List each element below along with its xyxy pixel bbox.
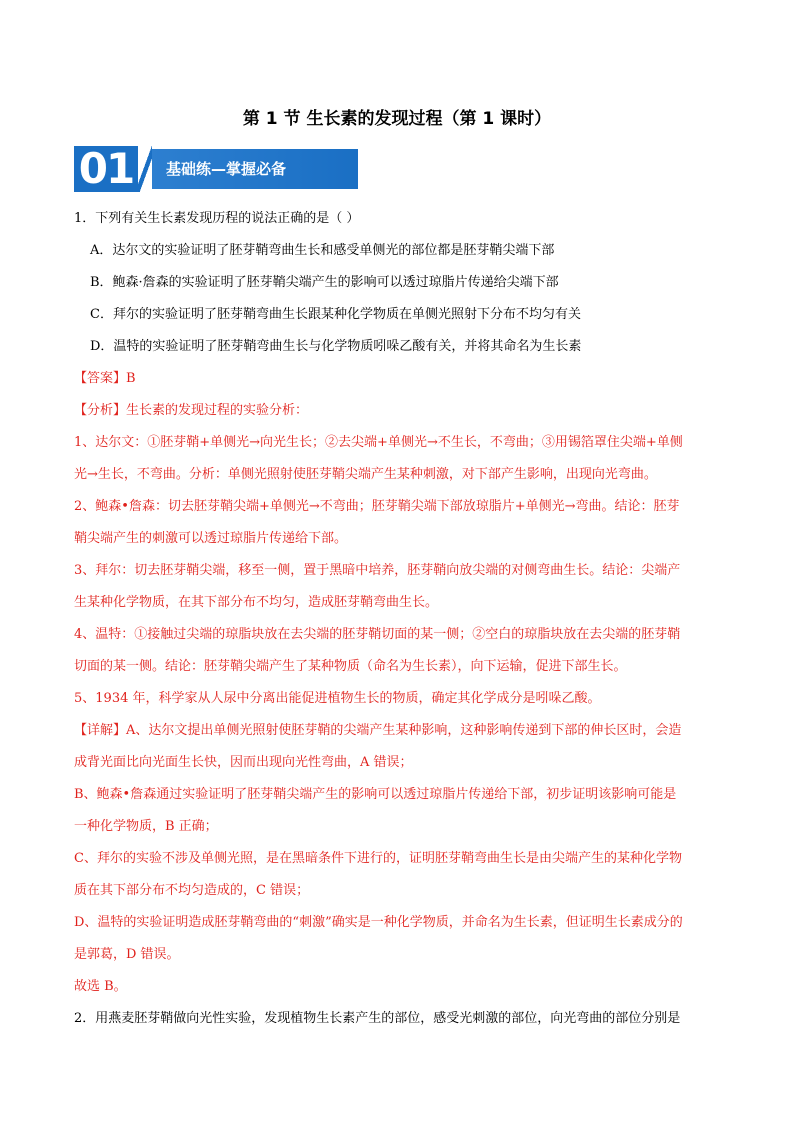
question-content [74, 203, 734, 1035]
analysis-line: 1、达尔文：①胚芽鞘+单侧光→向光生长；②去尖端+单侧光→不生长，不弯曲；③用锡箔罩住尖端+单侧 [74, 435, 683, 450]
explanation-line: 成背光面比向光面生长快，因而出现向光性弯曲，A 错误； [74, 755, 413, 770]
answer: 【答案】B [74, 371, 136, 386]
section-label: 基础练—掌握必备 [152, 149, 358, 189]
explanation-line: B、鲍森•詹森通过实验证明了胚芽鞘尖端产生的影响可以透过琼脂片传递给下部，初步证明该影响可能是 [74, 787, 677, 802]
explanation-line: 一种化学物质，B 正确； [74, 819, 218, 834]
analysis-line: 生某种化学物质，在其下部分布不均匀，造成胚芽鞘弯曲生长。 [74, 595, 439, 610]
analysis-line: 3、拜尔：切去胚芽鞘尖端，移至一侧，置于黑暗中培养，胚芽鞘向放尖端的对侧弯曲生长。结论：尖端产 [74, 563, 681, 578]
section-banner [74, 146, 358, 192]
analysis-line: 光→生长，不弯曲。分析：单侧光照射使胚芽鞘尖端产生某种刺激，对下部产生影响，出现向光弯曲。 [74, 467, 657, 482]
option-d: D．温特的实验证明了胚芽鞘弯曲生长与化学物质吲哚乙酸有关，并将其命名为生长素 [90, 339, 582, 354]
analysis-line: 5、1934 年，科学家从人尿中分离出能促进植物生长的物质，确定其化学成分是吲哚乙酸。 [74, 691, 601, 706]
option-b: B．鲍森·詹森的实验证明了胚芽鞘尖端产生的影响可以透过琼脂片传递给尖端下部 [90, 275, 559, 290]
analysis-line: 2、鲍森•詹森：切去胚芽鞘尖端+单侧光→不弯曲；胚芽鞘尖端下部放琼脂片+单侧光→弯曲。结论：胚芽 [74, 499, 680, 514]
page-title: 第 1 节 生长素的发现过程（第 1 课时） [242, 109, 552, 129]
explanation-line: D、温特的实验证明造成胚芽鞘弯曲的“刺激”确实是一种化学物质，并命名为生长素，但证明生长素成分的 [74, 915, 683, 930]
option-c: C．拜尔的实验证明了胚芽鞘弯曲生长跟某种化学物质在单侧光照射下分布不均匀有关 [90, 307, 581, 322]
explanation-line: 质在其下部分布不均匀造成的，C 错误； [74, 883, 310, 898]
explanation-line: 是郭葛，D 错误。 [74, 947, 180, 962]
explanation-line: 【详解】A、达尔文提出单侧光照射使胚芽鞘的尖端产生某种影响，这种影响传递到下部的伸长区时，会造 [74, 723, 682, 738]
analysis-line: 4、温特：①接触过尖端的琼脂块放在去尖端的胚芽鞘切面的某一侧；②空白的琼脂块放在去尖端的胚芽鞘 [74, 627, 681, 642]
final-choice: 故选 B。 [74, 979, 127, 994]
option-a: A．达尔文的实验证明了胚芽鞘弯曲生长和感受单侧光的部位都是胚芽鞘尖端下部 [90, 243, 555, 258]
banner-divider [138, 146, 152, 192]
question-2-stem: 2．用燕麦胚芽鞘做向光性实验，发现植物生长素产生的部位，感受光刺激的部位，向光弯曲的部位分别是 [74, 1011, 681, 1026]
analysis-heading: 【分析】生长素的发现过程的实验分析： [74, 403, 309, 418]
explanation-line: C、拜尔的实验不涉及单侧光照，是在黑暗条件下进行的，证明胚芽鞘弯曲生长是由尖端产生的某种化学物 [74, 851, 682, 866]
analysis-line: 鞘尖端产生的刺激可以透过琼脂片传递给下部。 [74, 531, 348, 546]
analysis-line: 切面的某一侧。结论：胚芽鞘尖端产生了某种物质（命名为生长素），向下运输，促进下部生长。 [74, 659, 627, 674]
question-1-stem: 1．下列有关生长素发现历程的说法正确的是（ ） [74, 211, 360, 226]
section-number: 01 [74, 146, 138, 192]
